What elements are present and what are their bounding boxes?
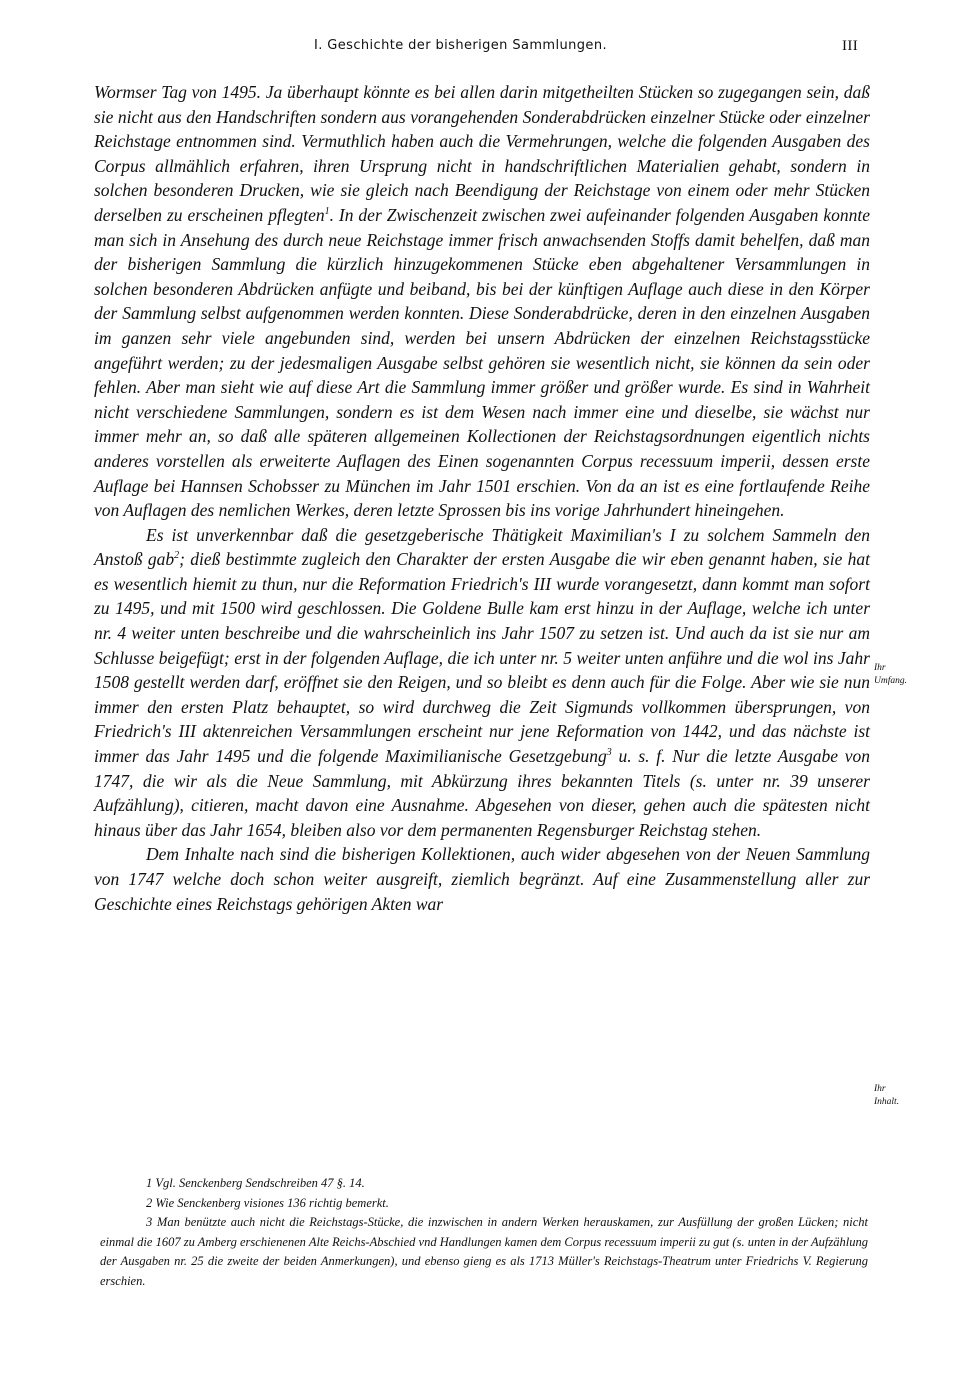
page-number: III [842,38,859,54]
paragraph-1 [94,80,870,523]
paragraph-1-text-b: . In der Zwischenzeit zwischen zwei aufeinander folgenden Ausgaben konnte man sich in Ansehung des durch neue Reichstage immer frisch anwachsenden Stoffs damit behelfen, daß man der bisherigen Sammlung die kürzlich hinzugekommenen Stücke eben abgehaltener Versammlungen in solchen besonderen Abdrücken anfügte und beiband, bis bei der künftigen Auflage auch diese in den Körper der Sammlung selbst aufgenommen werden konnten. Diese Sonderabdrücke, deren in den einzelnen Ausgaben im ganzen sehr viele angebunden sind, werden bei unsern Abdrücken der einzelnen Reichstagsstücke angeführt werden; zu der jedesmaligen Ausgabe selbst gehören sie wesentlich nicht, sie können da sein oder fehlen. Aber man sieht wie auf diese Art die Sammlung immer größer und größer wurde. Es sind in Wahrheit nicht verschiedene Sammlungen, sondern es ist dem Wesen nach immer eine und dieselbe, sie wächst nur immer mehr an, so daß alle späteren allgemeinen Kollectionen der Reichstagsordnungen eigentlich nichts anderes vorstellen als erweiterte Auflagen des Einen sogenannten Corpus recessuum imperii, dessen erste Auflage bei Hannsen Schobsser zu München im Jahr 1501 erschien. Von da an ist es eine fortlaufende Reihe von Auflagen des nemlichen Werkes, deren letzte Sprossen bis ins vorige Jahrhundert hineingehen. [94,204,870,521]
margin-note-inhalt-line-2: Inhalt. [874,1097,900,1107]
paragraph-2-text-c: u. s. f. Nur die letzte Ausgabe von 1747, die wir als die Neue Sammlung, mit Abkürzung ihres bekannten Titels (s. unter nr. 39 unserer Aufzählung), citieren, macht davon eine Ausnahme. Abgesehen von dieser, gehen auch die spätesten nicht hinaus über das Jahr 1654, bleiben also vor dem permanenten Regensburger Reichstag stehen. [94,746,870,840]
footnote-2: 2 Wie Senckenberg visiones 136 richtig bemerkt. [146,1195,389,1210]
margin-note-inhalt [874,1083,954,1109]
footnote-1: 1 Vgl. Senckenberg Sendschreiben 47 §. 14. [146,1176,365,1190]
margin-note-umfang-line-2: Umfang. [874,676,907,686]
paragraph-2-text-b: ; dieß bestimmte zugleich den Charakter der ersten Ausgabe die wir eben genannt haben, sie hat es wesentlich hiemit zu thun, nur die Reformation Friedrich's III wurde vorangesetzt, dann kommt man sofort zu 1495, und mit 1500 wird geschlossen. Die Goldene Bulle kam erst hinzu in der Auflage, welche ich unter nr. 4 weiter unten beschreibe und die wahrscheinlich ins Jahr 1507 zu setzen ist. Und auch da ist sie nur am Schlusse beigefügt; erst in der folgenden Auflage, die ich unter nr. 5 weiter unten anführe und die wol ins Jahr 1508 gestellt werden darf, eröffnet sie den Reigen, und so bleibt es denn auch für die Folge. Aber wie sie nun immer den ersten Platz behauptet, so wird durchweg die Zeit Sigmunds vollkommen übersprungen, von Friedrich's III aktenreichen Versammlungen erscheint nur jene Reformation von 1442, und das nächste ist immer das Jahr 1495 und die folgende Maximilianische Gesetzgebung [94,549,870,767]
footnote-ref-1: 1 [324,206,330,218]
main-text [94,80,870,916]
running-title: I. Geschichte der bisherigen Sammlungen. [314,38,607,53]
footnote-ref-2: 2 [174,550,180,562]
margin-note-umfang-line-1: Ihr [874,663,886,673]
paragraph-2 [94,523,870,843]
page-header [0,38,960,60]
footnote-3: 3 Man benützte auch nicht die Reichstags-Stücke, die inzwischen in andern Werken herauskamen, zur Ausfüllung der großen Lücken; nicht einmal die 1607 zu Amberg erschienenen Alte Reichs-Abschied vnd Handlungen kamen dem Corpus recessuum imperii zu gut (s. unten in der Aufzählung der Ausgaben nr. 25 die zweite der beiden Anmerkungen), und ebenso gieng es als 1713 Müller's Reichstags-Theatrum unter Friedrichs V. Regierung erschien. [100,1215,868,1288]
footnote-ref-3: 3 [606,747,612,759]
paragraph-3 [94,842,870,916]
margin-note-inhalt-line-1: Ihr [874,1084,886,1094]
margin-note-umfang [874,662,954,688]
paragraph-1-text-a: Wormser Tag von 1495. Ja überhaupt könnte es bei allen darin mitgetheilten Stücken so zugegangen sein, daß sie nicht aus den Handschriften sondern aus vorangehenden Sonderabdrücken einzelner Stücke oder einzelner Reichstage entnommen sind. Vermuthlich haben auch die Vermehrungen, welche die folgenden Ausgaben des Corpus allmählich erfahren, ihren Ursprung nicht in handschriftlichen Materialien gehabt, sondern in solchen besonderen Drucken, wie sie gleich nach Beendigung der Reichstage von einem oder mehr Stücken derselben zu erscheinen pflegten [94,82,870,225]
paragraph-2-text-a: Es ist unverkennbar daß die gesetzgeberische Thätigkeit Maximilian's I zu solchem Sammeln den Anstoß gab [94,524,870,570]
paragraph-3-text: Dem Inhalte nach sind die bisherigen Kollektionen, auch wider abgesehen von der Neuen Sammlung von 1747 welche doch schon weiter ausgreift, ziemlich begränzt. Auf eine Zusammenstellung aller zur Geschichte eines Reichstags gehörigen Akten war [94,844,870,914]
footnotes [100,1174,868,1291]
